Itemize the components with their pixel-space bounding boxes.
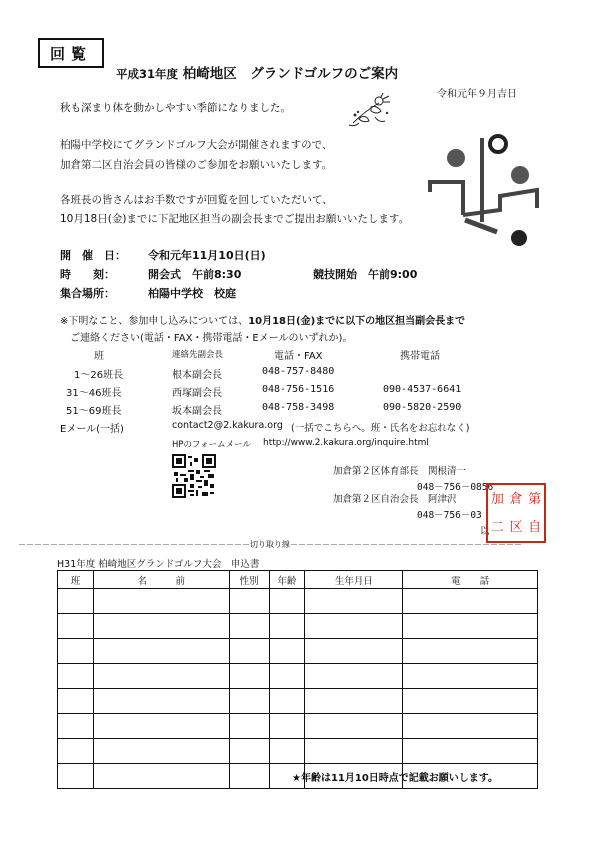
form-cell[interactable] <box>269 664 305 689</box>
intro-line-1: 秋も深まり体を動かしやすい季節になりました。 <box>60 102 291 114</box>
intro-line-4: 各班長の皆さんはお手数ですが回覧を回していただいて、 <box>60 194 333 206</box>
contact-row-3-mobile: 090-5820-2590 <box>383 402 462 413</box>
form-cell[interactable] <box>305 664 403 689</box>
form-cell[interactable] <box>58 614 94 639</box>
event-date-value: 令和元年11月10日(日) <box>148 249 266 262</box>
event-time-label: 時 刻： <box>60 268 115 281</box>
form-cell[interactable] <box>93 739 229 764</box>
form-cell[interactable] <box>229 589 269 614</box>
signature-tail: 以 <box>480 526 490 537</box>
form-row <box>58 714 538 739</box>
contact-row-1-tel: 048-757-8480 <box>262 366 335 377</box>
event-place-value: 柏陽中学校 校庭 <box>148 287 236 300</box>
contact-row-2-vp: 西塚副会長 <box>172 388 222 399</box>
flower-icon <box>345 93 393 133</box>
page-title <box>116 62 398 82</box>
form-cell[interactable] <box>305 689 403 714</box>
issue-date: 令和元年９月吉日 <box>437 89 517 100</box>
email-label: Eメール(一括) <box>60 424 124 435</box>
contact-row-3-tel: 048-758-3498 <box>262 402 335 413</box>
title-main: 柏崎地区 グランドゴルフのご案内 <box>182 66 399 82</box>
contact-row-2-tel: 048-756-1516 <box>262 384 335 395</box>
contact-header-han: 班 <box>94 351 104 362</box>
title-year: 平成31年度 <box>116 67 179 81</box>
event-date-label: 開 催 日： <box>60 249 126 262</box>
association-seal <box>486 483 546 543</box>
seal-char: 区 <box>509 519 523 535</box>
contact-row-2-mobile: 090-4537-6641 <box>383 384 462 395</box>
form-cell[interactable] <box>93 764 229 789</box>
form-cell[interactable] <box>93 714 229 739</box>
form-cell[interactable] <box>93 639 229 664</box>
event-time-open: 開会式 午前8:30 <box>148 268 242 281</box>
qr-code-icon[interactable] <box>172 454 216 498</box>
form-cell[interactable] <box>229 614 269 639</box>
form-cell[interactable] <box>58 714 94 739</box>
contact-row-3-han: 51～69班長 <box>66 406 122 417</box>
note-pre: ※下明なこと、参加申し込みについては、 <box>60 316 249 327</box>
contact-row-3-vp: 坂本副会長 <box>172 406 222 417</box>
event-time-start: 競技開始 午前9:00 <box>313 268 418 281</box>
contact-header-vp: 連絡先副会長 <box>172 350 224 360</box>
form-header-phone: 電 話 <box>403 571 538 589</box>
signature-line-2: 加倉第２区自治会長 阿津沢 <box>333 494 457 505</box>
kairan-label: 回覧 <box>49 44 92 63</box>
email-address[interactable]: contact2@2.kakura.org <box>172 420 283 431</box>
form-row <box>58 739 538 764</box>
hp-label: HPのフォームメール <box>172 440 251 450</box>
form-cell[interactable] <box>229 664 269 689</box>
note-bold: 10月18日(金)までに以下の地区担当副会長まで <box>248 316 466 327</box>
signature-tel-1: 048－756－0856 <box>417 482 494 493</box>
form-cell[interactable] <box>403 689 538 714</box>
seal-char: 第 <box>528 491 542 507</box>
form-cell[interactable] <box>305 639 403 664</box>
form-cell[interactable] <box>58 664 94 689</box>
form-cell[interactable] <box>229 764 269 789</box>
seal-char: 倉 <box>509 491 523 507</box>
form-cell[interactable] <box>269 639 305 664</box>
form-header-age: 年齢 <box>269 571 305 589</box>
form-cell[interactable] <box>58 739 94 764</box>
form-cell[interactable] <box>403 589 538 614</box>
form-cell[interactable] <box>93 614 229 639</box>
signature-line-1: 加倉第２区体育部長 関根清一 <box>333 466 467 477</box>
form-row <box>58 664 538 689</box>
intro-line-3: 加倉第二区自治会員の皆様のご参加をお願いいたします。 <box>60 159 333 171</box>
form-cell[interactable] <box>58 689 94 714</box>
form-cell[interactable] <box>269 714 305 739</box>
email-note: (一括でこちらへ。班・氏名をお忘れなく) <box>291 423 470 434</box>
form-cell[interactable] <box>403 664 538 689</box>
form-row <box>58 639 538 664</box>
signature-tel-2: 048－756－03 <box>417 510 482 521</box>
intro-line-2: 柏陽中学校にてグランドゴルフ大会が開催されますので、 <box>60 139 333 151</box>
form-cell[interactable] <box>269 739 305 764</box>
form-header-row <box>58 571 538 589</box>
form-cell[interactable] <box>58 639 94 664</box>
intro-line-5: 10月18日(金)までに下記地区担当の副会長までご提出お願いいたします。 <box>60 213 410 225</box>
form-cell[interactable] <box>229 714 269 739</box>
contact-row-1-vp: 根本副会長 <box>172 370 222 381</box>
form-cell[interactable] <box>269 689 305 714</box>
form-cell[interactable] <box>269 614 305 639</box>
kairan-box <box>38 38 104 68</box>
form-cell[interactable] <box>93 689 229 714</box>
contact-row-1-han: 1～26班長 <box>74 370 124 381</box>
form-cell[interactable] <box>58 764 94 789</box>
form-header-birthdate: 生年月日 <box>305 571 403 589</box>
form-cell[interactable] <box>229 739 269 764</box>
form-header-han: 班 <box>58 571 94 589</box>
form-cell[interactable] <box>403 714 538 739</box>
form-cell[interactable] <box>403 614 538 639</box>
form-row <box>58 589 538 614</box>
form-header-gender: 性別 <box>229 571 269 589</box>
seal-char: 自 <box>528 519 542 535</box>
form-row <box>58 689 538 714</box>
hp-url[interactable]: http://www.2.kakura.org/inquire.html <box>263 438 429 448</box>
form-footnote: ★年齢は11月10日時点で記載お願いします。 <box>292 773 498 784</box>
cut-line: －－－－－－－－－－－－－－－－－－－－－－－－－－－－－切り取り線－－－－－－－－－－－－－－－－－－－－－－－－－－－－－ <box>18 540 522 549</box>
contact-header-mobile: 携帯電話 <box>400 351 440 362</box>
form-cell[interactable] <box>305 714 403 739</box>
note-line-1 <box>60 312 465 327</box>
form-cell[interactable] <box>229 689 269 714</box>
form-cell[interactable] <box>58 589 94 614</box>
contact-header-tel: 電話・FAX <box>274 351 323 362</box>
form-row <box>58 614 538 639</box>
form-cell[interactable] <box>269 589 305 614</box>
form-cell[interactable] <box>403 639 538 664</box>
form-cell[interactable] <box>93 589 229 614</box>
form-cell[interactable] <box>93 664 229 689</box>
form-cell[interactable] <box>229 639 269 664</box>
application-table <box>57 570 538 789</box>
form-cell[interactable] <box>305 614 403 639</box>
seal-char: 加 <box>490 491 504 507</box>
form-cell[interactable] <box>305 589 403 614</box>
form-cell[interactable] <box>403 739 538 764</box>
gateball-illustration-icon <box>425 130 540 250</box>
seal-char: 二 <box>490 519 504 535</box>
contact-row-2-han: 31～46班長 <box>66 388 122 399</box>
event-place-label: 集合場所： <box>60 287 115 300</box>
form-title: H31年度 柏崎地区グランドゴルフ大会 申込書 <box>57 559 260 570</box>
note-line-2: ご連絡ください(電話・FAX・携帯電話・Eメールのいずれか)。 <box>70 333 353 344</box>
form-cell[interactable] <box>305 739 403 764</box>
cut-line-label: 切り取り線 <box>250 540 290 549</box>
form-header-name: 名 前 <box>93 571 229 589</box>
